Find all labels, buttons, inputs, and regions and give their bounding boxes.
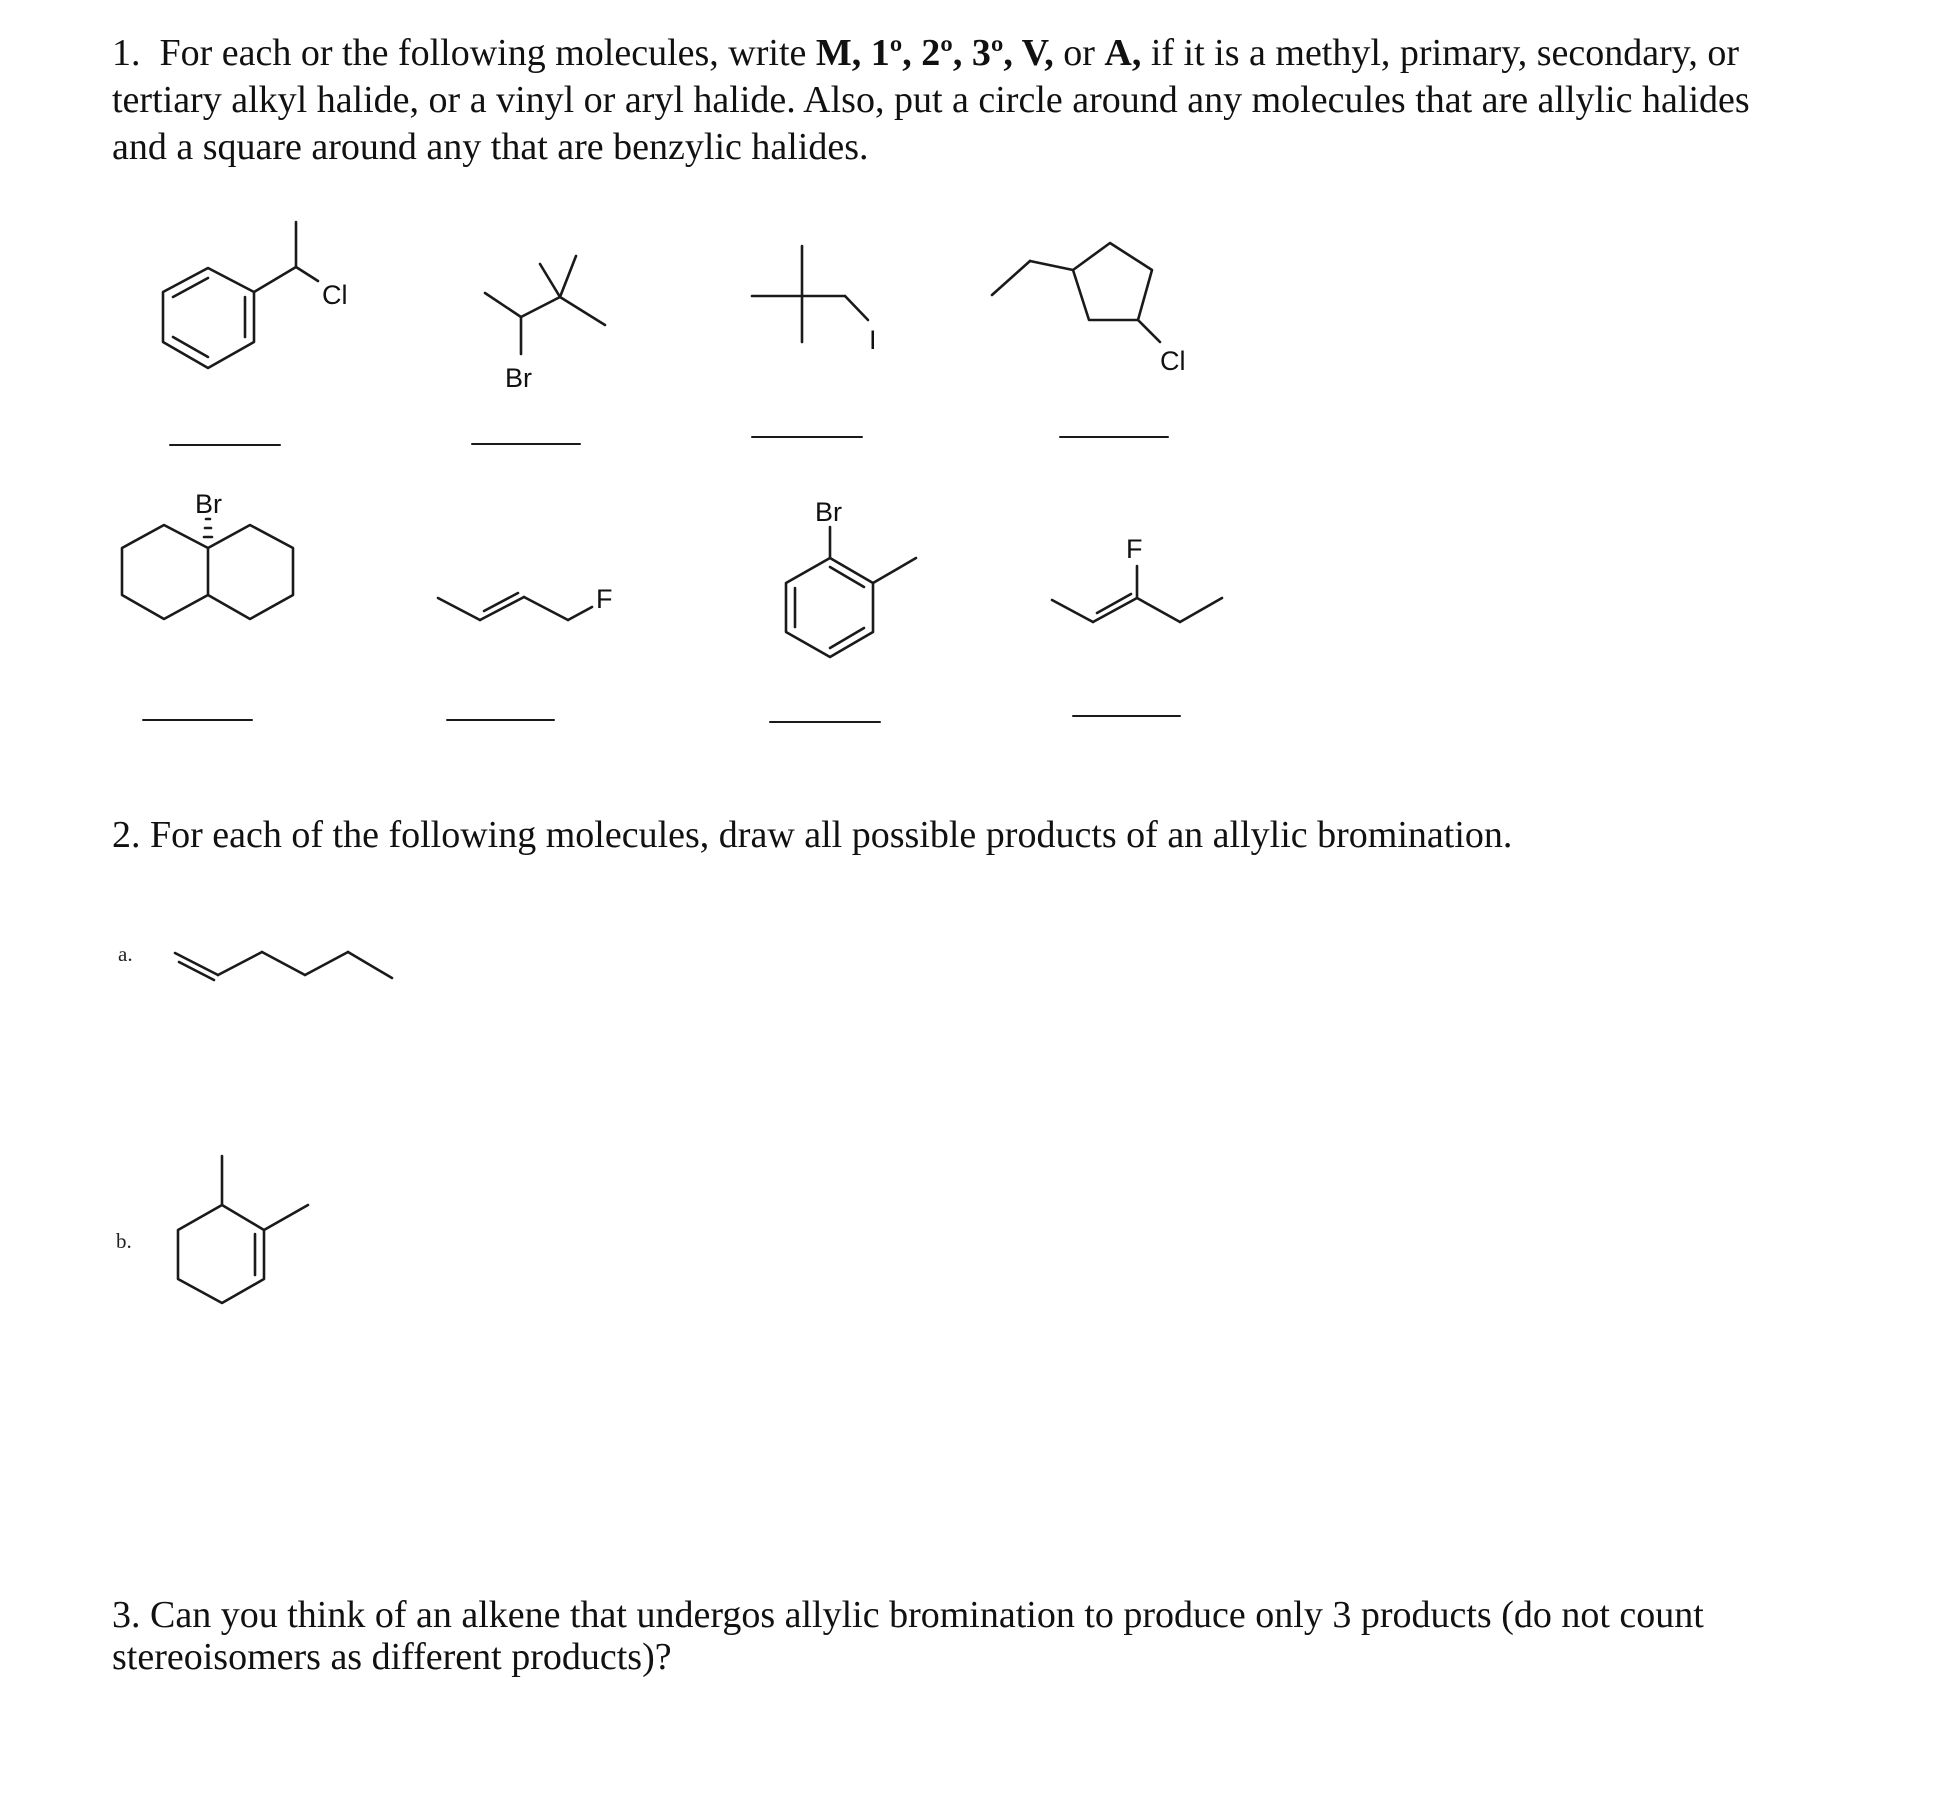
molecule-8-vinyl-fluoride	[1052, 534, 1222, 622]
question-2-text: 2. For each of the following molecules, draw all possible products of an allylic bromination.	[112, 814, 1513, 856]
question-1-line-3: and a square around any that are benzylic halides.	[112, 126, 869, 168]
molecule-6-bond	[438, 598, 480, 620]
molecule-7-bromine: Br	[815, 497, 842, 527]
molecule-7-bromotoluene	[786, 497, 916, 657]
question-1-code-aryl: A,	[1104, 32, 1142, 74]
question-1-number: 1.	[112, 32, 141, 74]
molecule-1-benzene-ring	[163, 268, 254, 368]
molecule-7-methyl-bond	[873, 558, 916, 583]
molecule-2-bond	[521, 297, 560, 317]
molecule-8-bond	[1180, 598, 1222, 622]
molecule-2-bond	[485, 293, 521, 317]
molecule-8-fluorine: F	[1126, 534, 1143, 564]
question-1-or: or	[1063, 32, 1095, 74]
molecule-5-bromine: Br	[195, 489, 222, 519]
molecule-1-chlorine: Cl	[322, 280, 348, 310]
molecule-6-bond	[524, 597, 568, 620]
molecule-7-benzene-ring	[786, 558, 873, 657]
molecule-6-c-f-bond	[568, 607, 592, 620]
molecule-3-iodoalkane	[752, 246, 877, 355]
question-2a-label: a.	[118, 942, 133, 966]
question-2a-bond	[262, 952, 305, 975]
question-2b-dimethylcyclohexene	[178, 1156, 308, 1303]
molecule-2-bond	[540, 264, 560, 297]
molecule-4-c-cl-bond	[1138, 320, 1160, 342]
molecule-3-c-i-bond	[845, 296, 868, 320]
question-3-line-2: stereoisomers as different products)?	[112, 1636, 672, 1678]
molecule-6-fluorine: F	[596, 584, 613, 614]
molecule-5-bromodecalin	[122, 489, 293, 619]
molecule-5-right-ring	[208, 525, 293, 619]
question-1-intro-end: if it is a methyl, primary, secondary, or	[1150, 32, 1739, 74]
molecule-4-chloro-ethylcyclopentane	[992, 243, 1186, 376]
molecule-8-bond	[1052, 600, 1093, 622]
molecule-2-bond	[560, 256, 576, 297]
molecule-1-chloroethylbenzene	[163, 222, 348, 368]
question-2b-label: b.	[116, 1229, 132, 1253]
question-2b-ring	[178, 1205, 264, 1303]
molecule-1-bond	[254, 267, 296, 292]
molecule-3-iodine: I	[869, 325, 877, 355]
molecule-2-bond	[560, 297, 605, 325]
molecule-7-aromatic-bond	[830, 628, 864, 648]
molecule-2-bromoalkane	[485, 256, 605, 393]
molecule-6-allyl-fluoride	[438, 584, 613, 620]
question-2a-pentene	[175, 952, 392, 980]
molecule-1-aromatic-bond	[173, 337, 208, 357]
molecule-1-c-cl-bond	[296, 267, 318, 281]
question-2a-bond	[348, 952, 392, 978]
question-1-intro: For each or the following molecules, write	[159, 32, 807, 74]
molecule-4-bond	[992, 261, 1030, 295]
molecule-1-aromatic-bond	[173, 278, 208, 297]
question-2a-bond	[305, 952, 348, 975]
molecule-4-cyclopentane-ring	[1073, 243, 1152, 320]
question-1-line-2: tertiary alkyl halide, or a vinyl or aryl halide. Also, put a circle around any molecules that are allylic halides	[112, 79, 1750, 121]
molecule-4-chlorine: Cl	[1160, 346, 1186, 376]
molecule-7-aromatic-bond	[830, 567, 864, 587]
molecule-4-bond	[1030, 261, 1073, 270]
molecule-5-left-ring	[122, 525, 208, 619]
question-1-codes: M, 1º, 2º, 3º, V,	[815, 32, 1054, 74]
molecule-8-bond	[1137, 598, 1180, 622]
question-2b-methyl-bond	[264, 1205, 308, 1230]
question-2a-bond	[218, 952, 262, 975]
question-3-line-1: 3. Can you think of an alkene that undergos allylic bromination to produce only 3 products (do not count	[112, 1594, 1704, 1636]
molecule-2-bromine: Br	[505, 363, 532, 393]
